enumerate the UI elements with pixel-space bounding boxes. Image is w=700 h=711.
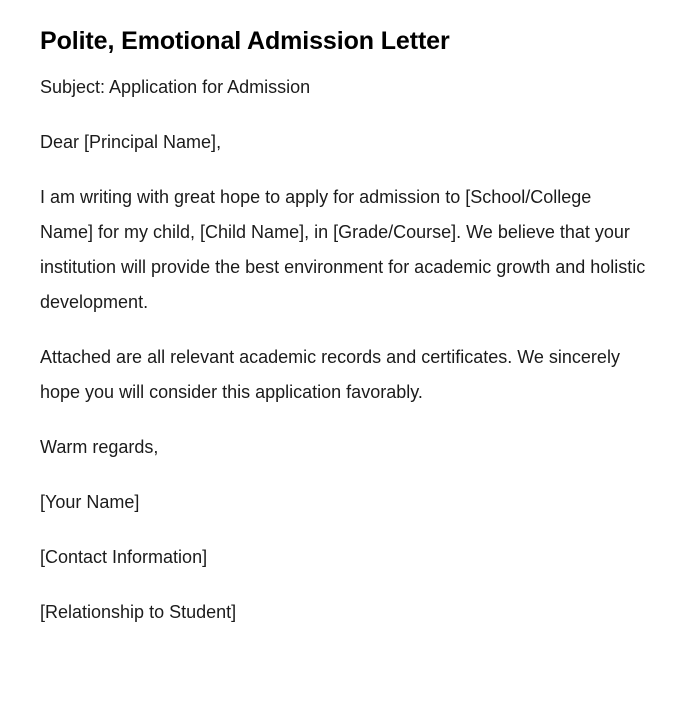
body-paragraph-2: Attached are all relevant academic records and certificates. We sincerely hope you will consider this application favorably. [40,347,620,402]
subject-line: Subject: Application for Admission [40,77,311,97]
signature-relationship-line: [Relationship to Student] [40,602,237,622]
closing-line: Warm regards, [40,437,159,457]
letter-body [40,56,660,630]
signature-contact-line: [Contact Information] [40,547,208,567]
signature-name-line: [Your Name] [40,492,140,512]
page-title: Polite, Emotional Admission Letter [40,27,450,55]
salutation-line: Dear [Principal Name], [40,132,222,152]
body-paragraph-1: I am writing with great hope to apply for admission to [School/College Name] for my child, [Child Name], in [Grade/Course]. We believe that your institution will provide the best environment for academic growth and holistic development. [40,187,646,312]
